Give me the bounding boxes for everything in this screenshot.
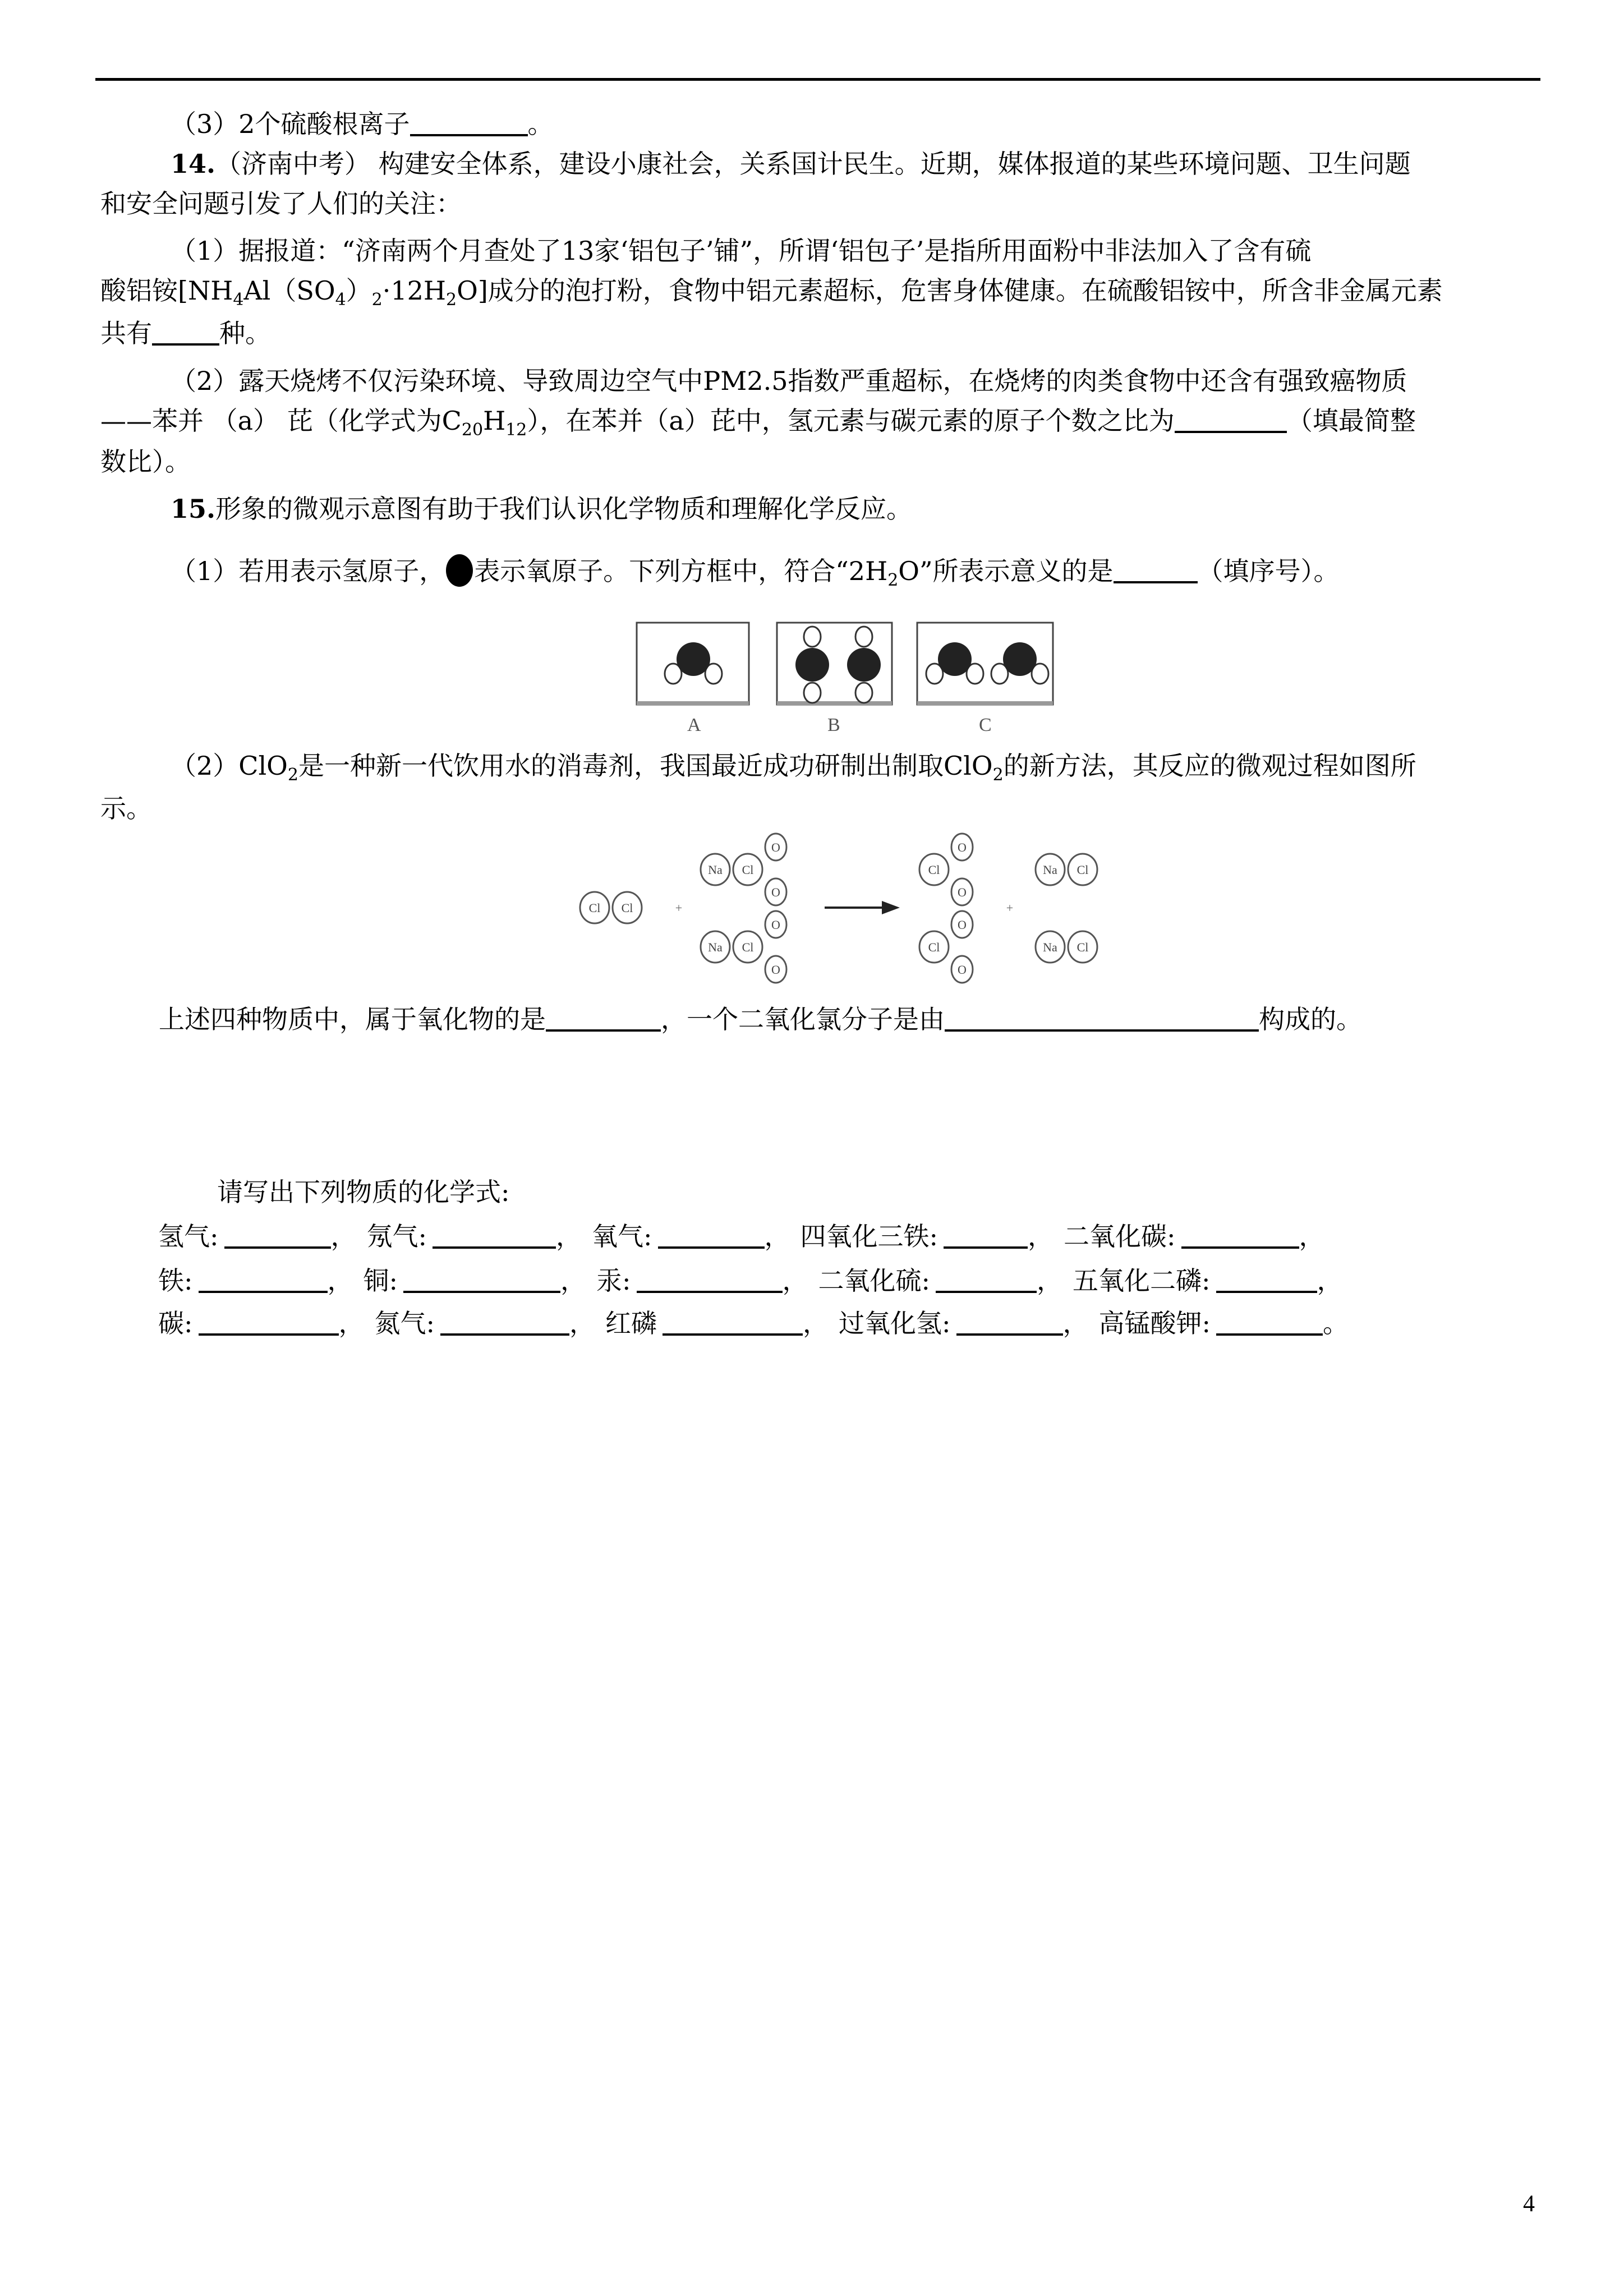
separator: 。 bbox=[1323, 1308, 1349, 1338]
atom-na bbox=[701, 854, 730, 885]
formula-answer-blank[interactable] bbox=[658, 1224, 765, 1249]
separator: ， bbox=[560, 1266, 586, 1296]
substance-name: 四氧化三铁: bbox=[800, 1221, 938, 1251]
formula-item bbox=[818, 1263, 1063, 1299]
option-boxes bbox=[634, 620, 1060, 710]
page-number: 4 bbox=[1523, 2191, 1535, 2217]
substance-name: 汞: bbox=[596, 1266, 631, 1296]
atom-cl bbox=[613, 892, 642, 923]
atom-label: Cl bbox=[742, 863, 754, 877]
formula-item bbox=[1073, 1263, 1343, 1299]
formula-answer-blank[interactable] bbox=[199, 1311, 339, 1336]
text: H bbox=[483, 406, 506, 436]
oxygen-atom bbox=[847, 648, 881, 682]
atom-na bbox=[1036, 931, 1065, 963]
substance-name: 氮气: bbox=[374, 1308, 435, 1338]
atom-o bbox=[765, 956, 786, 983]
formula-answer-blank[interactable] bbox=[1216, 1311, 1323, 1336]
subscript: 2 bbox=[992, 765, 1004, 785]
hydrogen-atom bbox=[855, 683, 872, 703]
hydrogen-atom bbox=[804, 683, 821, 703]
q14-part2-line1: （2）露天烧烤不仅污染环境、导致周边空气中PM2.5指数严重超标，在烧烤的肉类食物中还含有强致癌物质 bbox=[171, 366, 1407, 396]
text: 酸铝铵[NH bbox=[100, 275, 233, 306]
atom-na bbox=[701, 931, 730, 963]
atom-label: O bbox=[771, 885, 780, 899]
text: 构成的。 bbox=[1259, 1004, 1362, 1034]
atom-label: Cl bbox=[588, 901, 601, 915]
atom-label: Cl bbox=[928, 863, 940, 877]
formula-answer-blank[interactable] bbox=[663, 1311, 803, 1336]
q15-part2-line1 bbox=[171, 748, 1540, 784]
option-label-b: B bbox=[827, 715, 840, 735]
substance-name: 过氧化氢: bbox=[839, 1308, 951, 1338]
substance-name: 氧气: bbox=[592, 1221, 652, 1251]
atom-cl bbox=[580, 892, 609, 923]
formula-item bbox=[158, 1218, 357, 1254]
separator: ， bbox=[1062, 1308, 1089, 1338]
text: ——苯并 （a） 芘（化学式为C bbox=[100, 406, 462, 436]
atom-o bbox=[951, 911, 973, 938]
answer-blank[interactable] bbox=[945, 1007, 1259, 1032]
substance-name: 五氧化二磷: bbox=[1073, 1266, 1211, 1296]
formula-item bbox=[158, 1305, 365, 1341]
separator: ， bbox=[556, 1221, 582, 1251]
separator: ， bbox=[782, 1266, 808, 1296]
hydrogen-atom bbox=[855, 627, 872, 647]
substance-name: 二氧化碳: bbox=[1064, 1221, 1176, 1251]
formula-row bbox=[158, 1218, 1325, 1254]
option-figure bbox=[634, 620, 1060, 735]
formulas-heading: 请写出下列物质的化学式: bbox=[217, 1177, 510, 1207]
atom-label: O bbox=[958, 885, 967, 899]
subscript: 2 bbox=[887, 570, 899, 590]
substance-name: 氖气: bbox=[366, 1221, 427, 1251]
oxygen-atom bbox=[1003, 642, 1037, 676]
formula-item bbox=[801, 1218, 1054, 1254]
answer-blank[interactable] bbox=[410, 112, 528, 136]
atom-cl bbox=[1068, 854, 1097, 885]
hydrogen-atom bbox=[804, 627, 821, 647]
text: （填最简整 bbox=[1286, 406, 1416, 436]
text: （2）ClO bbox=[171, 751, 288, 781]
q14-intro-text: （济南中考） 构建安全体系，建设小康社会，关系国计民生。近期，媒体报道的某些环境问题、卫生问题 bbox=[215, 149, 1411, 179]
separator: ， bbox=[327, 1266, 353, 1296]
separator: ， bbox=[338, 1308, 365, 1338]
atom-cl bbox=[733, 854, 762, 885]
atom-o bbox=[951, 878, 973, 905]
formula-item bbox=[375, 1305, 596, 1341]
text: 种。 bbox=[219, 318, 271, 348]
formula-item bbox=[839, 1305, 1089, 1341]
formula-item bbox=[596, 1263, 808, 1299]
q14-intro-line2: 和安全问题引发了人们的关注： bbox=[100, 188, 462, 219]
q13-part3-end: 。 bbox=[527, 109, 554, 139]
plus-sign: + bbox=[675, 901, 683, 915]
text: O]成分的泡打粉，食物中铝元素超标，危害身体健康。在硫酸铝铵中，所含非金属元素 bbox=[457, 275, 1443, 306]
atom-o bbox=[951, 834, 973, 861]
option-label-a: A bbox=[687, 715, 701, 735]
q13-part3 bbox=[171, 106, 554, 142]
formula-answer-blank[interactable] bbox=[224, 1224, 331, 1249]
text: 共有 bbox=[100, 318, 152, 348]
atom-o bbox=[765, 911, 786, 938]
formula-item bbox=[1064, 1218, 1325, 1254]
atom-cl bbox=[919, 931, 949, 963]
q15-part2-line2: 示。 bbox=[100, 793, 152, 823]
formula-item bbox=[364, 1263, 587, 1299]
formula-row bbox=[158, 1305, 1349, 1341]
atom-cl bbox=[1068, 931, 1097, 963]
substance-name: 高锰酸钾: bbox=[1098, 1308, 1211, 1338]
formula-answer-blank[interactable] bbox=[403, 1268, 560, 1293]
subscript: 2 bbox=[446, 290, 457, 310]
substance-name: 红磷 bbox=[605, 1308, 657, 1338]
substance-name: 二氧化硫: bbox=[818, 1266, 930, 1296]
atom-na bbox=[1036, 854, 1065, 885]
formula-answer-blank[interactable] bbox=[637, 1268, 783, 1293]
text: （1）若用表示氢原子， bbox=[171, 556, 445, 586]
atom-label: O bbox=[958, 840, 967, 854]
q14-part2-line2 bbox=[100, 403, 1540, 439]
atom-label: Cl bbox=[621, 901, 633, 915]
formula-item bbox=[1099, 1305, 1349, 1341]
atom-label: O bbox=[771, 963, 780, 977]
formula-answer-blank[interactable] bbox=[1181, 1224, 1299, 1249]
atom-o bbox=[765, 834, 786, 861]
option-box-b bbox=[777, 623, 892, 705]
atom-label: O bbox=[958, 918, 967, 932]
answer-blank[interactable] bbox=[1175, 408, 1287, 433]
separator: ， bbox=[1299, 1221, 1325, 1251]
text: Al（SO bbox=[243, 275, 335, 306]
subscript: 12 bbox=[505, 420, 527, 440]
atom-o bbox=[951, 956, 973, 983]
header-rule bbox=[95, 78, 1540, 81]
formula-answer-blank[interactable] bbox=[936, 1268, 1037, 1293]
reaction-figure bbox=[561, 829, 1122, 986]
q13-part3-label: （3）2个硫酸根离子 bbox=[171, 109, 410, 139]
subscript: 20 bbox=[461, 420, 484, 440]
text: ，一个二氧化氯分子是由 bbox=[661, 1004, 945, 1034]
atom-label: O bbox=[958, 963, 967, 977]
formula-item bbox=[605, 1305, 829, 1341]
subscript: 4 bbox=[233, 290, 244, 310]
atom-cl bbox=[919, 854, 949, 885]
formula-item bbox=[367, 1218, 582, 1254]
formula-answer-blank[interactable] bbox=[944, 1224, 1028, 1249]
formula-answer-blank[interactable] bbox=[433, 1224, 556, 1249]
text: 表示氧原子。下列方框中，符合“2H bbox=[474, 556, 888, 586]
formula-row bbox=[158, 1263, 1343, 1299]
option-box-c bbox=[917, 623, 1053, 705]
separator: ， bbox=[803, 1308, 829, 1338]
q14-part1-line3 bbox=[100, 315, 271, 351]
q14-intro-line1 bbox=[171, 146, 1540, 182]
q14-part1-line1: （1）据报道：“济南两个月查处了13家‘铝包子’铺”，所谓‘铝包子’是指所用面粉中非法加入了含有硫 bbox=[171, 236, 1312, 266]
substance-name: 碳: bbox=[158, 1308, 193, 1338]
atom-o bbox=[765, 878, 786, 905]
formula-item bbox=[158, 1263, 353, 1299]
atom-label: Cl bbox=[1076, 863, 1089, 877]
text: 的新方法，其反应的微观过程如图所 bbox=[1003, 751, 1416, 781]
substance-name: 铁: bbox=[158, 1266, 193, 1296]
text: ·12H bbox=[382, 275, 447, 306]
subscript: 2 bbox=[371, 290, 383, 310]
reaction-arrow-head bbox=[882, 901, 900, 914]
q15-part1 bbox=[171, 553, 1340, 589]
separator: ， bbox=[330, 1221, 357, 1251]
q14-number: 14. bbox=[171, 149, 216, 179]
q15-intro-text: 形象的微观示意图有助于我们认识化学物质和理解化学反应。 bbox=[215, 494, 913, 524]
q14-part2-line3: 数比）。 bbox=[100, 447, 191, 477]
separator: ， bbox=[1317, 1266, 1343, 1296]
oxygen-atom bbox=[795, 648, 829, 682]
option-box-a bbox=[637, 623, 749, 705]
q15-number: 15. bbox=[171, 494, 216, 524]
formula-answer-blank[interactable] bbox=[199, 1268, 328, 1293]
formula-answer-blank[interactable] bbox=[1216, 1268, 1317, 1293]
q15-intro bbox=[171, 491, 912, 527]
plus-sign: + bbox=[1006, 901, 1014, 915]
separator: ， bbox=[1037, 1266, 1062, 1296]
substance-name: 氢气: bbox=[158, 1221, 219, 1251]
answer-blank[interactable] bbox=[152, 321, 219, 346]
atom-label: Na bbox=[708, 940, 723, 954]
atom-label: Cl bbox=[928, 940, 940, 954]
atom-cl bbox=[733, 931, 762, 963]
answer-blank[interactable] bbox=[546, 1007, 661, 1032]
atom-label: Na bbox=[1043, 863, 1057, 877]
atom-label: Cl bbox=[1076, 940, 1089, 954]
text: ） bbox=[346, 275, 372, 306]
option-label-c: C bbox=[979, 715, 992, 735]
reaction-diagram bbox=[561, 829, 1122, 986]
answer-blank[interactable] bbox=[1114, 559, 1198, 583]
oxygen-atom bbox=[938, 642, 972, 676]
text: 上述四种物质中，属于氧化物的是 bbox=[159, 1004, 546, 1034]
subscript: 4 bbox=[335, 290, 346, 310]
text: O”所表示意义的是 bbox=[898, 556, 1114, 586]
text: （填序号）。 bbox=[1197, 556, 1340, 586]
substance-name: 铜: bbox=[363, 1266, 398, 1296]
separator: ， bbox=[764, 1221, 790, 1251]
subscript: 2 bbox=[287, 765, 298, 785]
text: 是一种新一代饮用水的消毒剂，我国最近成功研制出制取ClO bbox=[298, 751, 993, 781]
separator: ， bbox=[569, 1308, 595, 1338]
atom-label: O bbox=[771, 840, 780, 854]
atom-label: Cl bbox=[742, 940, 754, 954]
q14-part1-line2 bbox=[100, 273, 1540, 309]
separator: ， bbox=[1028, 1221, 1053, 1251]
atom-label: Na bbox=[708, 863, 723, 877]
formula-item bbox=[592, 1218, 790, 1254]
atom-label: Na bbox=[1043, 940, 1057, 954]
formula-answer-blank[interactable] bbox=[956, 1311, 1063, 1336]
atom-label: O bbox=[771, 918, 780, 932]
text: ），在苯并（a）芘中，氢元素与碳元素的原子个数之比为 bbox=[527, 406, 1175, 436]
q15-question bbox=[100, 1001, 1362, 1037]
formula-answer-blank[interactable] bbox=[440, 1311, 569, 1336]
oxygen-atom bbox=[677, 642, 710, 676]
oxygen-atom-icon bbox=[446, 554, 473, 587]
